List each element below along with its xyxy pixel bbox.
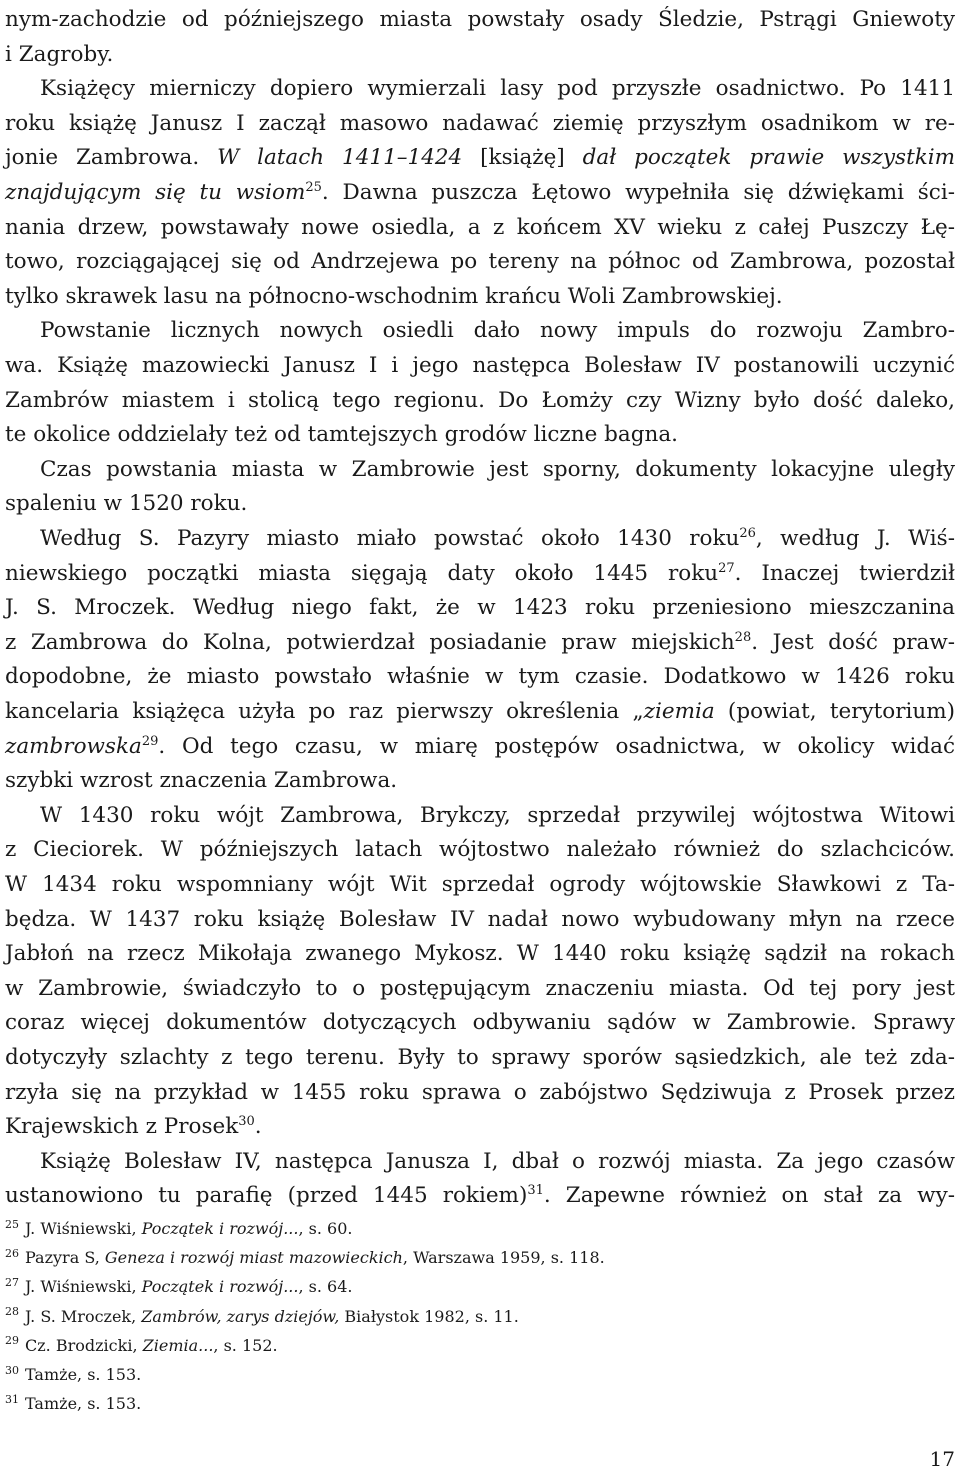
text-segment: szybki wzrost znaczenia Zambrowa.: [5, 768, 398, 794]
text-line: [5, 176, 955, 210]
text-segment: Jabłoń na rzecz Mikołaja zwanego Mykosz. W 1440 roku książę sądził na rokach: [5, 941, 955, 967]
text-line: [5, 3, 955, 37]
text-segment: . Od tego czasu, w miarę postępów osadnictwa, w okolicy widać: [158, 733, 955, 759]
footnote-text: J. Wiśniewski,: [25, 1277, 142, 1297]
text-line: [40, 799, 955, 833]
text-segment: . Zapewne również on stał za wy-: [543, 1183, 955, 1209]
text-segment: coraz więcej dokumentów dotyczących odbywaniu sądów w Zambrowie. Sprawy: [5, 1010, 955, 1036]
text-segment: kancelaria książęca użyła po raz pierwszy określenia „: [5, 699, 644, 724]
page-number: 17: [929, 1447, 955, 1471]
text-segment: nania drzew, powstawały nowe osiedla, a z końcem XV wieku z całej Puszczy Łę-: [5, 214, 955, 240]
text-segment: ziemia: [643, 699, 715, 724]
text-segment: . Dawna puszcza Łętowo wypełniła się dźwiękami ści-: [321, 180, 955, 205]
footnote-ref: 31: [527, 1183, 544, 1199]
footnote-ref: 25: [305, 179, 322, 195]
text-segment: [książę]: [480, 145, 583, 171]
text-line: [5, 903, 955, 937]
footnote-text: , s. 60.: [298, 1219, 353, 1238]
footnote-number: 27: [5, 1276, 19, 1290]
text-line: [5, 107, 955, 141]
text-segment: (powiat, terytorium): [714, 699, 955, 724]
text-segment: z Zambrowa do Kolna, potwierdzał posiadanie praw miejskich: [5, 629, 735, 655]
text-line: [5, 557, 955, 591]
text-line: [5, 418, 955, 452]
text-segment: niewskiego początki miasta sięgają daty około 1445 roku: [5, 560, 719, 586]
text-line: [5, 280, 955, 314]
text-line: [5, 1006, 955, 1040]
footnote-ref: 29: [141, 733, 159, 749]
text-line: [40, 1145, 955, 1179]
text-line: [5, 626, 955, 660]
text-segment: . Inaczej twierdził: [734, 560, 956, 586]
text-line: [5, 1110, 955, 1144]
footnote-text: , Warszawa 1959, s. 118.: [402, 1248, 605, 1268]
text-segment: spaleniu w 1520 roku.: [5, 491, 248, 517]
text-line: [5, 1076, 955, 1110]
text-segment: znajdującym się tu wsiom: [5, 180, 306, 205]
text-segment: Według S. Pazyry miasto miało powstać około 1430 roku: [40, 526, 740, 551]
footnote-number: 29: [5, 1334, 19, 1348]
footnote-number: 25: [5, 1217, 19, 1231]
text-line: [5, 591, 955, 625]
text-segment: rzyła się na przykład w 1455 roku sprawa o zabójstwo Sędziwuja z Prosek przez: [5, 1079, 955, 1105]
text-segment: Krajewskich z Prosek: [5, 1114, 239, 1140]
footnote-ref: 28: [734, 629, 752, 645]
text-segment: Czas powstania miasta w Zambrowie jest sporny, dokumenty lokacyjne uległy: [40, 456, 955, 482]
footnote-text: Tamże, s. 153.: [25, 1365, 142, 1384]
footnote-number: 28: [5, 1305, 19, 1319]
text-segment: ustanowiono tu parafię (przed 1445 rokiem): [5, 1183, 528, 1209]
text-segment: te okolice oddzielały też od tamtejszych grodów liczne bagna.: [5, 422, 678, 448]
text-segment: dopodobne, że miasto powstało właśnie w tym czasie. Dodatkowo w 1426 roku: [5, 664, 955, 690]
text-line: [5, 487, 955, 521]
footnote: [5, 1274, 955, 1300]
text-line: [5, 349, 955, 383]
text-segment: towo, rozciągającej się od Andrzejewa po tereny na północ od Zambrowa, pozostał: [5, 249, 955, 275]
text-segment: J. S. Mroczek. Według niego fakt, że w 1423 roku przeniesiono mieszczanina: [5, 595, 955, 621]
text-segment: . Jest dość praw-: [751, 629, 955, 655]
text-line: [5, 730, 955, 764]
text-segment: dał początek prawie wszystkim: [582, 145, 955, 171]
text-line: [5, 660, 955, 694]
footnote-text: , s. 152.: [213, 1335, 278, 1355]
footnote-text: Cz. Brodzicki,: [25, 1335, 143, 1355]
text-line: [5, 937, 955, 971]
footnote-ref: 27: [718, 560, 735, 576]
text-segment: nym-zachodzie od późniejszego miasta powstały osady Śledzie, Pstrągi Gniewoty: [5, 7, 955, 32]
text-segment: dotyczyły szlachty z tego terenu. Były to sprawy sporów sąsiedzkich, ale też zda-: [5, 1045, 955, 1070]
text-line: [5, 868, 955, 902]
footnote-number: 26: [5, 1246, 19, 1260]
text-segment: Książę Bolesław IV, następca Janusza I, dbał o rozwój miasta. Za jego czasów: [40, 1148, 955, 1174]
footnote-text: , s. 64.: [298, 1277, 353, 1297]
text-line: [5, 972, 955, 1006]
text-line: [5, 38, 955, 72]
text-line: [5, 833, 955, 867]
footnote: [5, 1362, 955, 1388]
footnote-number: 31: [5, 1392, 19, 1406]
text-line: [5, 141, 955, 175]
text-segment: Książęcy mierniczy dopiero wymierzali lasy pod przyszłe osadnictwo. Po 1411: [40, 76, 955, 102]
text-segment: Powstanie licznych nowych osiedli dało nowy impuls do rozwoju Zambro-: [40, 318, 955, 344]
footnote-text: Pazyra S,: [25, 1248, 105, 1268]
text-segment: i Zagroby.: [5, 41, 114, 67]
text-segment: zambrowska: [5, 733, 142, 759]
text-segment: wa. Książę mazowiecki Janusz I i jego następca Bolesław IV postanowili uczynić: [5, 353, 955, 378]
text-segment: , według J. Wiś-: [755, 526, 955, 551]
footnote-text: Początek i rozwój...: [141, 1277, 299, 1297]
footnote-ref: 26: [739, 525, 756, 541]
footnote: [5, 1391, 955, 1417]
text-line: [40, 72, 955, 106]
text-line: [5, 1041, 955, 1075]
footnote: [5, 1216, 955, 1242]
footnote-text: Początek i rozwój...: [141, 1219, 299, 1238]
text-segment: Zambrów miastem i stolicą tego regionu. Do Łomży czy Wizny było dość daleko,: [5, 387, 955, 413]
footnote: [5, 1245, 955, 1271]
footnote-text: J. S. Mroczek,: [25, 1306, 142, 1326]
footnote-text: Tamże, s. 153.: [25, 1394, 142, 1414]
text-segment: W latach 1411–1424: [217, 145, 481, 171]
text-segment: jonie Zambrowa.: [5, 145, 218, 171]
text-segment: W 1434 roku wspomniany wójt Wit sprzedał ogrody wójtowskie Sławkowi z Ta-: [5, 872, 955, 897]
text-segment: W 1430 roku wójt Zambrowa, Brykczy, sprzedał przywilej wójtostwa Witowi: [40, 802, 955, 828]
text-segment: roku książę Janusz I zaczął masowo nadawać ziemię przyszłym osadnikom w re-: [5, 110, 955, 136]
footnote: [5, 1304, 955, 1330]
footnote-text: Białystok 1982, s. 11.: [339, 1306, 519, 1326]
footnote-number: 30: [5, 1363, 19, 1377]
footnote-text: Geneza i rozwój miast mazowieckich: [104, 1248, 403, 1268]
text-segment: w Zambrowie, świadczyło to o postępującym znaczeniu miasta. Od tej pory jest: [5, 975, 955, 1001]
text-line: [5, 211, 955, 245]
text-line: [5, 695, 955, 729]
text-segment: .: [254, 1114, 262, 1140]
text-line: [5, 1179, 955, 1213]
text-segment: z Cieciorek. W późniejszych latach wójtostwo należało również do szlachciców.: [5, 837, 955, 863]
text-segment: tylko skrawek lasu na północno-wschodnim krańcu Woli Zambrowskiej.: [5, 283, 783, 309]
text-line: [40, 522, 955, 556]
footnote-ref: 30: [238, 1114, 255, 1130]
footnote-text: Ziemia...: [142, 1335, 214, 1355]
text-line: [5, 384, 955, 418]
text-line: [40, 314, 955, 348]
footnote-text: Zambrów, zarys dziejów,: [141, 1306, 340, 1326]
text-line: [5, 764, 955, 798]
text-line: [5, 245, 955, 279]
text-line: [40, 453, 955, 487]
text-segment: będza. W 1437 roku książę Bolesław IV nadał nowo wybudowany młyn na rzece: [5, 906, 955, 932]
footnote: [5, 1333, 955, 1359]
footnote-text: J. Wiśniewski,: [25, 1219, 142, 1238]
